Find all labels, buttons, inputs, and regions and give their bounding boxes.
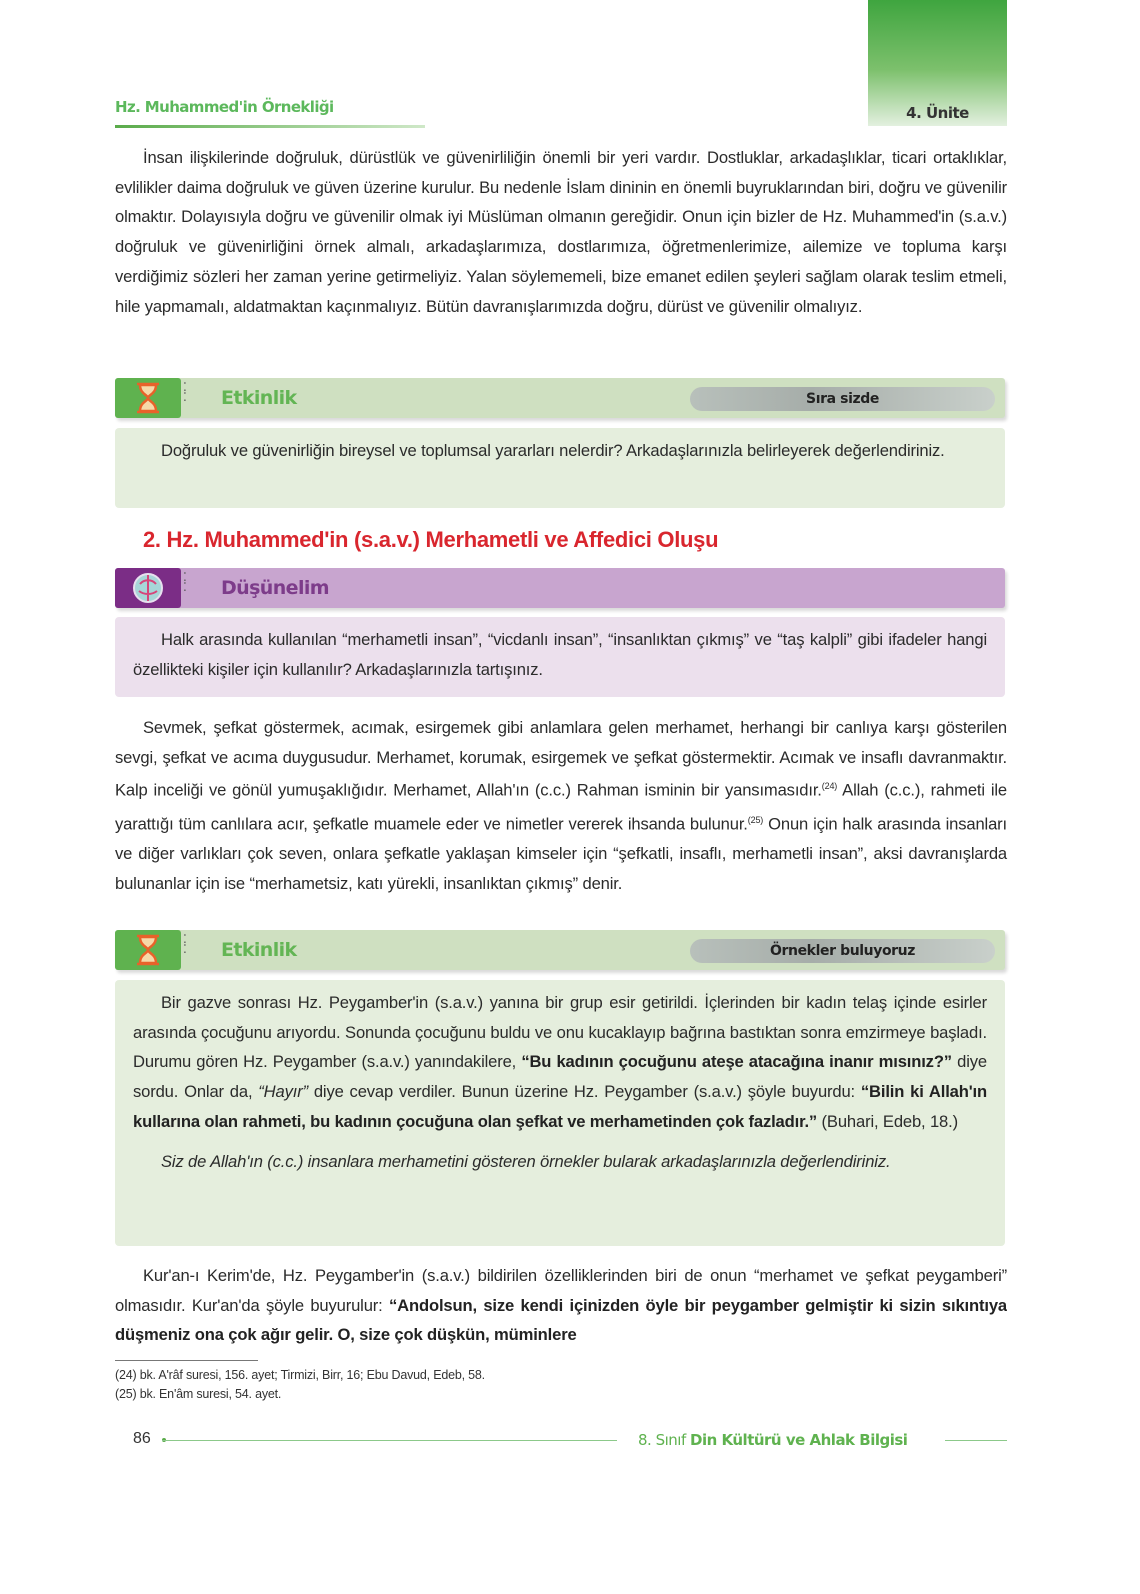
brain-icon bbox=[115, 568, 181, 608]
think-box bbox=[115, 617, 1005, 697]
activity-tag: Örnekler buluyoruz bbox=[690, 939, 995, 963]
activity-tag: Sıra sizde bbox=[690, 387, 995, 411]
paragraph-honesty: İnsan ilişkilerinde doğruluk, dürüstlük ve güvenirliliğin önemli bir yeri vardır. Dostluklar, arkadaşlıklar, ticari ortaklıklar, evlilikler daima doğruluk ve güven üzerine kurulur. Bu nedenle İslam dininin en önemli buyruklarından biri, doğru ve güvenilir olmaktır. Dolayısıyla doğru ve güvenilir olmak iyi Müslüman olmanın gereğidir. Onun için bizler de Hz. Muhammed'in (s.a.v.) doğruluk ve güvenirliğini örnek almalı, arkadaşlarımıza, dostlarımıza, öğretmenlerimize, ailemize ve topluma karşı verdiğimiz sözleri her zaman yerine getirmeliyiz. Yalan söylememeli, bize emanet edilen şeyleri sağlam olarak teslim etmeli, hile yapmamalı, aldatmaktan kaçınmalıyız. Bütün davranışlarımızda doğru, dürüst ve güvenilir olmalıyız. bbox=[115, 148, 1007, 316]
footnote: (25) bk. En'âm suresi, 54. ayet. bbox=[115, 1387, 282, 1401]
think-title: Düşünelim bbox=[221, 577, 329, 599]
paragraph-mercy bbox=[115, 713, 1007, 898]
activity-box bbox=[115, 428, 1005, 508]
paragraph-prophet-mercy bbox=[115, 1261, 1007, 1351]
text: diye cevap verdiler. Bunun üzerine Hz. Peygamber (s.a.v.) şöyle buyurdu: bbox=[307, 1082, 861, 1102]
footer-rule bbox=[945, 1440, 1007, 1441]
footnote: (24) bk. A'râf suresi, 156. ayet; Tirmizi, Birr, 16; Ebu Davud, Edeb, 58. bbox=[115, 1368, 485, 1382]
binding-rings-icon: ⁚ ⁚ bbox=[183, 380, 187, 404]
activity-task: Siz de Allah'ın (c.c.) insanlara merhametini gösteren örnekler bularak arkadaşlarınızla değerlendiriniz. bbox=[161, 1151, 891, 1171]
text: Bir gazve sonrası Hz. Peygamber'in (s.a.v.) yanına bir grup esir getirildi. İçlerinden bir kadın telaş içinde esirler arasında çocuğunu arıyordu. Sonunda çocuğunu buldu ve onu kucaklayıp bağrına bastıktan sonra emzirmeye başladı. Durumu gören Hz. Peygamber (s.a.v.) yanındakilere, bbox=[133, 993, 987, 1072]
hourglass-icon bbox=[115, 378, 181, 418]
activity-question: Doğruluk ve güvenirliğin bireysel ve toplumsal yararları nelerdir? Arkadaşlarınızla belirleyerek değerlendiriniz. bbox=[161, 441, 945, 460]
binding-rings-icon: ⁚ ⁚ bbox=[183, 570, 187, 594]
citation: (Buhari, Edeb, 18.) bbox=[817, 1111, 958, 1131]
activity-story bbox=[133, 988, 987, 1137]
chapter-title: Hz. Muhammed'in Örnekliği bbox=[115, 98, 334, 116]
header-underline bbox=[115, 125, 425, 128]
text: Allah (c.c.), rahmeti ile yarattığı tüm canlılara acır, şefkatle muamele eder ve nimetler vererek ihsanda bulunur. bbox=[115, 780, 1008, 834]
unit-label: 4. Ünite bbox=[906, 104, 969, 122]
book-title bbox=[638, 1431, 907, 1449]
quote: “Bilin ki Allah'ın kullarına olan rahmeti, bu kadının çocuğuna olan şefkat ve merhametinden çok fazladır.” bbox=[133, 1082, 987, 1131]
text: diye sordu. Onlar da, bbox=[133, 1052, 987, 1102]
quote: “Hayır” bbox=[258, 1082, 308, 1102]
footnote-ref: (24) bbox=[821, 781, 838, 792]
page-number: 86 bbox=[133, 1430, 151, 1447]
think-bar bbox=[115, 568, 1005, 608]
text: Sevmek, şefkat göstermek, acımak, esirgemek gibi anlamlara gelen merhamet, herhangi bir canlıya karşı gösterilen sevgi, şefkat ve acıma duygusudur. Merhamet, korumak, esirgemek ve şefkat göstermektir. Acımak ve insaflı davranmaktır. Kalp inceliği ve gönül yumuşaklığıdır. Merhamet, Allah'ın (c.c.) Rahman isminin bir yansımasıdır. bbox=[115, 718, 1007, 800]
binding-rings-icon: ⁚ ⁚ bbox=[183, 932, 187, 956]
footnote-ref: (25) bbox=[747, 814, 764, 825]
text: Kur'an-ı Kerim'de, Hz. Peygamber'in (s.a.v.) bildirilen özelliklerinden biri de onun “merhamet ve şefkat peygamberi” olmasıdır. Kur'an'da şöyle buyurulur: bbox=[115, 1266, 1007, 1315]
footer-rule bbox=[162, 1440, 617, 1441]
quote: “Andolsun, size kendi içinizden öyle bir peygamber gelmiştir ki sizin sıkıntıya düşmeniz ona çok ağır gelir. O, size çok düşkün, müminlere bbox=[115, 1295, 1007, 1345]
activity-bar bbox=[115, 378, 1005, 418]
footnote-rule bbox=[115, 1360, 258, 1361]
think-question: Halk arasında kullanılan “merhametli insan”, “vicdanlı insan”, “insanlıktan çıkmış” ve “taş kalpli” gibi ifadeler hangi özellikteki kişiler için kullanılır? Arkadaşlarınızla tartışınız. bbox=[133, 630, 987, 679]
activity-box bbox=[115, 980, 1005, 1246]
hourglass-icon bbox=[115, 930, 181, 970]
subject: Din Kültürü ve Ahlak Bilgisi bbox=[690, 1431, 908, 1449]
activity-bar bbox=[115, 930, 1005, 970]
grade: 8. Sınıf bbox=[638, 1431, 686, 1449]
quote: “Bu kadının çocuğunu ateşe atacağına inanır mısınız?” bbox=[521, 1052, 952, 1072]
activity-title: Etkinlik bbox=[221, 387, 297, 409]
activity-title: Etkinlik bbox=[221, 939, 297, 961]
text: Onun için halk arasında insanları ve diğer varlıkları çok seven, onlara şefkatle yaklaşan kimseler için “şefkatli, insaflı, merhametli insan”, aksi davranışlarda bulunanlar için ise “merhametsiz, katı yürekli, insanlıktan çıkmış” denir. bbox=[115, 814, 1007, 893]
section-heading: 2. Hz. Muhammed'in (s.a.v.) Merhametli ve Affedici Oluşu bbox=[143, 527, 719, 552]
